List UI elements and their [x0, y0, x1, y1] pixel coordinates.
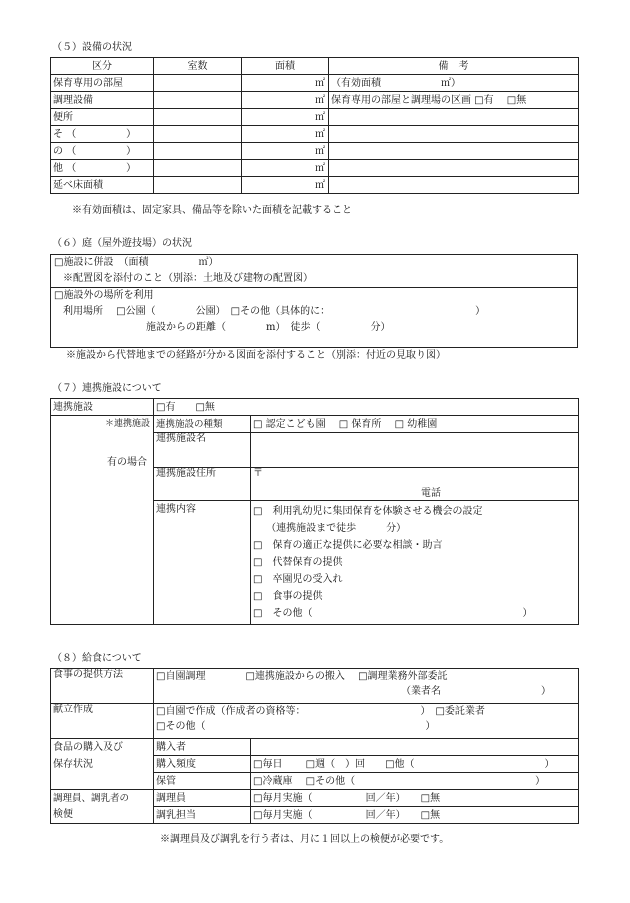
remarks-cell[interactable]: （有効面積 ㎡） [329, 75, 579, 92]
food-label: 食品の購入及び [51, 739, 154, 756]
table-row [51, 807, 579, 824]
content-option[interactable]: □ 卒園児の受入れ [253, 574, 343, 585]
partner-name-field[interactable] [251, 433, 579, 468]
table-row [51, 739, 579, 756]
header-area: 面積 [242, 58, 329, 75]
area-cell[interactable]: ㎡ [242, 75, 329, 92]
other-name-field[interactable]: （ ） [66, 145, 137, 157]
partner-address-label: 連携施設住所 [154, 468, 251, 501]
meal-method-options[interactable]: □自園調理 □連携施設からの搬入 □調理業務外部委託 （業者名 ） [154, 669, 579, 704]
remarks-cell[interactable] [329, 109, 579, 126]
section7-title: （７）連携施設について [52, 383, 162, 394]
content-option[interactable]: □ その他（ ） [253, 608, 533, 619]
partner-facility-table [50, 398, 579, 625]
facility-table [50, 57, 579, 194]
stool-test-label-2: 検便 [51, 807, 154, 824]
table-row [51, 109, 579, 126]
partner-yes-case-label: 有の場合 [51, 433, 154, 468]
section6-footnote: ※施設から代替地までの経路が分かる図面を添付すること（別添：付近の見取り図） [66, 350, 446, 361]
remarks-cell[interactable] [329, 126, 579, 143]
buyer-label: 購入者 [154, 739, 251, 756]
table-row [51, 704, 579, 739]
buyer-field[interactable] [251, 739, 579, 756]
header-remarks: 備 考 [329, 58, 579, 75]
room-count-cell[interactable] [154, 126, 242, 143]
area-cell[interactable]: ㎡ [242, 160, 329, 177]
menu-options[interactable]: □自園で作成（作成者の資格等： ） □委託業者 □その他（ ） [154, 704, 579, 739]
room-count-cell[interactable] [154, 143, 242, 160]
meal-table [50, 668, 579, 824]
room-count-cell[interactable] [154, 160, 242, 177]
row-label: 保育専用の部屋 [51, 75, 154, 92]
vendor-name-field[interactable]: （業者名 ） [401, 686, 551, 697]
area-cell[interactable]: ㎡ [242, 92, 329, 109]
row-label: 便所 [51, 109, 154, 126]
other-name-field[interactable]: （ ） [66, 128, 137, 140]
partner-type-label: 連携施設の種類 [154, 416, 251, 433]
table-row [51, 433, 579, 468]
section8-title: （８）給食について [52, 653, 142, 664]
meal-method-label: 食事の提供方法 [51, 669, 154, 704]
postal-mark: 〒 [253, 468, 263, 479]
yard-place-line[interactable]: 利用場所 □公園（ 公園） □その他（具体的に： ） [63, 306, 486, 317]
section5-title: （５）設備の状況 [52, 42, 132, 53]
area-cell[interactable]: ㎡ [242, 109, 329, 126]
table-row [51, 416, 579, 433]
header-room-count: 室数 [154, 58, 242, 75]
yard-offsite-option[interactable]: □施設外の場所を利用 [51, 287, 577, 304]
room-count-cell[interactable] [154, 75, 242, 92]
yard-attached-option[interactable]: □施設に併設 （面積 ㎡） [54, 257, 219, 268]
area-cell[interactable]: ㎡ [242, 177, 329, 194]
partner-star-label: ＊連携施設 [51, 416, 154, 433]
frequency-options[interactable]: □毎日 □週（ ）回 □他（ ） [251, 756, 579, 773]
table-row [51, 92, 579, 109]
section6-title: （６）庭（屋外遊技場）の状況 [52, 238, 192, 249]
row-label: 他 （ ） [51, 160, 154, 177]
partner-content-label: 連携内容 [154, 501, 251, 625]
room-count-cell[interactable] [154, 92, 242, 109]
menu-label: 献立作成 [51, 704, 154, 739]
table-row [51, 468, 579, 501]
cook-label: 調理員 [154, 790, 251, 807]
table-row [51, 773, 579, 790]
area-cell[interactable]: ㎡ [242, 143, 329, 160]
header-category: 区分 [51, 58, 154, 75]
remarks-cell[interactable] [329, 177, 579, 194]
milk-staff-label: 調乳担当 [154, 807, 251, 824]
partner-content-options[interactable] [251, 501, 579, 625]
frequency-label: 購入頻度 [154, 756, 251, 773]
content-option[interactable]: □ 利用乳幼児に集団保育を体験させる機会の設定 [253, 506, 483, 517]
cook-test-options[interactable]: □毎月実施（ 回／年） □無 [251, 790, 579, 807]
content-option[interactable]: □ 代替保育の提供 [253, 557, 343, 568]
content-option[interactable]: □ 保育の適正な提供に必要な相談・助言 [253, 540, 443, 551]
food-label-2: 保存状況 [51, 756, 154, 773]
yard-distance-line[interactable]: 施設からの距離（ m） 徒歩（ 分） [146, 322, 391, 333]
table-row [51, 75, 579, 92]
table-row [51, 669, 579, 704]
remarks-cell[interactable]: 保育専用の部屋と調理場の区画 □有 □無 [329, 92, 579, 109]
table-row [51, 126, 579, 143]
partner-yes-no[interactable]: □有 □無 [154, 399, 579, 416]
section8-footnote: ※調理員及び調乳を行う者は、月に１回以上の検便が必要です。 [160, 834, 450, 845]
partner-address-field[interactable] [251, 468, 579, 501]
table-row [51, 143, 579, 160]
partner-type-options[interactable]: □ 認定こども園 □ 保育所 □ 幼稚園 [251, 416, 579, 433]
area-cell[interactable]: ㎡ [242, 126, 329, 143]
row-label: 調理設備 [51, 92, 154, 109]
content-option[interactable]: □ 食事の提供 [253, 591, 323, 602]
content-option-sub: （連携施設まで徒歩 分） [253, 523, 407, 534]
partner-name-label: 連携施設名 [154, 433, 251, 468]
section5-footnote: ※有効面積は、固定家具、備品等を除いた面積を記載すること [72, 205, 352, 216]
table-row [51, 790, 579, 807]
facility-header-row [51, 58, 579, 75]
milk-test-options[interactable]: □毎月実施（ 回／年） □無 [251, 807, 579, 824]
other-name-field[interactable]: （ ） [66, 162, 137, 174]
table-row [51, 399, 579, 416]
partner-label: 連携施設 [51, 399, 154, 416]
table-row [51, 501, 579, 625]
layout-note: ※配置図を添付のこと（別添：土地及び建物の配置図） [63, 273, 313, 284]
stool-test-label: 調理員、調乳者の [51, 790, 154, 807]
row-label: そ （ ） [51, 126, 154, 143]
room-count-cell[interactable] [154, 177, 242, 194]
phone-label: 電話 [421, 488, 441, 499]
storage-label: 保管 [154, 773, 251, 790]
row-label: の （ ） [51, 143, 154, 160]
room-count-cell[interactable] [154, 109, 242, 126]
remarks-cell[interactable] [329, 143, 579, 160]
storage-options[interactable]: □冷蔵庫 □その他（ ） [251, 773, 579, 790]
row-label: 延べ床面積 [51, 177, 154, 194]
table-row [51, 756, 579, 773]
table-row [51, 177, 579, 194]
remarks-cell[interactable] [329, 160, 579, 177]
yard-box [50, 254, 578, 348]
table-row [51, 160, 579, 177]
